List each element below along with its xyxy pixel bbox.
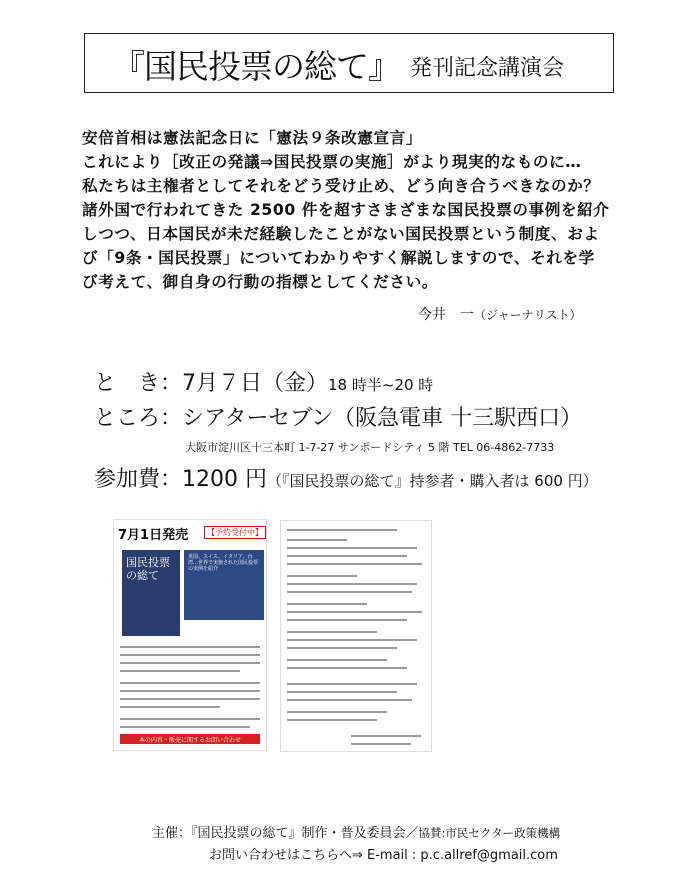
intro-line-3: 私たちは主権者としてそれをどう受け止め、どう向き合うべきなのか？: [82, 177, 600, 195]
flyer-text-line: [287, 529, 397, 531]
flyer-text-line: [287, 683, 417, 685]
author-credit: [418, 304, 582, 324]
flyer-text-line: [287, 667, 407, 669]
flyer-text-line: [287, 711, 387, 713]
flyer-text-line: [287, 583, 417, 585]
flyer-text-line: [287, 719, 377, 721]
event-time: [94, 366, 433, 397]
flyer-text-line: [287, 647, 397, 649]
flyer-text-line: [120, 726, 250, 728]
cosponsor-name: 協賛:市民セクター政策機構: [418, 826, 561, 840]
fee-value: 1200 円: [182, 467, 267, 492]
book-cover-image: [122, 550, 180, 636]
flyer-text-line: [120, 706, 220, 708]
intro-line-2: これにより［改正の発議⇒国民投票の実施］がより現実的なものに…: [82, 153, 582, 171]
fee-extra: （『国民投票の総て』持参者・購入者は 600 円）: [267, 472, 598, 490]
intro-line-6: び「9条・国民投票」についてわかりやすく解説しますので、それを学: [82, 249, 595, 267]
time-label: と き：: [94, 371, 183, 396]
intro-line-5: しつつ、日本国民が未だ経験したことがない国民投票という制度、およ: [82, 225, 600, 243]
flyer-text-line: [120, 654, 260, 656]
flyer-text-line: [120, 662, 260, 664]
place-label: ところ：: [94, 406, 183, 431]
flyer-text-line: [120, 698, 260, 700]
flyer-text-line: [287, 563, 422, 565]
flyer-text-line: [120, 682, 260, 684]
book-cover-title: 国民投票の総て: [126, 556, 170, 582]
place-value: シアターセブン（阪急電車 十三駅西口）: [182, 406, 583, 431]
event-place: [94, 401, 582, 432]
book-title-heading: 『国民投票の総て』: [112, 47, 400, 86]
release-date: 7月1日発売: [118, 528, 189, 543]
flyer-text-line: [120, 646, 260, 648]
organizer-line: [152, 822, 560, 841]
flyer-text-line: [287, 631, 377, 633]
flyer-text-line: [287, 699, 412, 701]
flyer-text-line: [287, 659, 387, 661]
intro-line-1: 安倍首相は憲法記念日に「憲法９条改憲宣言」: [82, 129, 423, 147]
fee-label: 参加費：: [94, 467, 183, 492]
flyer-text-line: [287, 547, 417, 549]
event-fee: [94, 462, 598, 493]
flyer-text-line: [120, 718, 260, 720]
author-role: （ジャーナリスト）: [474, 308, 582, 322]
venue-address: 大阪市淀川区十三本町 1-7-27 サンポードシティ 5 階 TEL 06-4862-7733: [185, 441, 555, 454]
flyer-red-banner: [120, 734, 260, 744]
flyer-text-line: [287, 575, 357, 577]
time-value: 7月７日（金）: [182, 371, 329, 396]
organizer-name: 『国民投票の総て』制作・普及委員会／: [191, 826, 419, 841]
flyer-red-banner-text: 本の内容・販売に関するお問い合わせ: [138, 737, 241, 744]
flyer-text-line: [287, 591, 412, 593]
flyer-text-line: [351, 735, 421, 737]
flyer-text-line: [287, 639, 417, 641]
flyer-text-line: [120, 670, 240, 672]
flyer-text-line: [287, 603, 367, 605]
flyer-text-line: [351, 743, 411, 745]
contact-email[interactable]: お問い合わせはこちらへ⇒ E-mail : p.c.allref@gmail.com: [209, 848, 558, 863]
flyer-front-image: [113, 519, 267, 751]
reserve-badge: 【予約受付中】: [204, 526, 266, 539]
author-name: 今井 一: [418, 307, 474, 323]
time-extra: 18 時半~20 時: [328, 376, 434, 394]
intro-line-4: 諸外国で行われてきた 2500 件を超すさまざまな国民投票の事例を紹介: [82, 201, 610, 219]
flyer-text-line: [287, 539, 347, 541]
event-title-heading: 発刊記念講演会: [410, 56, 565, 81]
intro-line-7: び考えて、御自身の行動の指標としてください。: [82, 273, 438, 291]
book-blurb-text: 英国、スイス、イタリア、台湾…世界で実施された国民投票の実例を紹介: [188, 554, 259, 572]
book-blurb-box: [184, 550, 264, 620]
organizer-label: 主催：: [152, 826, 192, 841]
flyer-back-image: [280, 520, 432, 752]
flyer-text-line: [287, 691, 397, 693]
flyer-text-line: [287, 555, 407, 557]
flyer-text-line: [120, 690, 260, 692]
flyer-text-line: [287, 619, 407, 621]
flyer-text-line: [287, 611, 422, 613]
